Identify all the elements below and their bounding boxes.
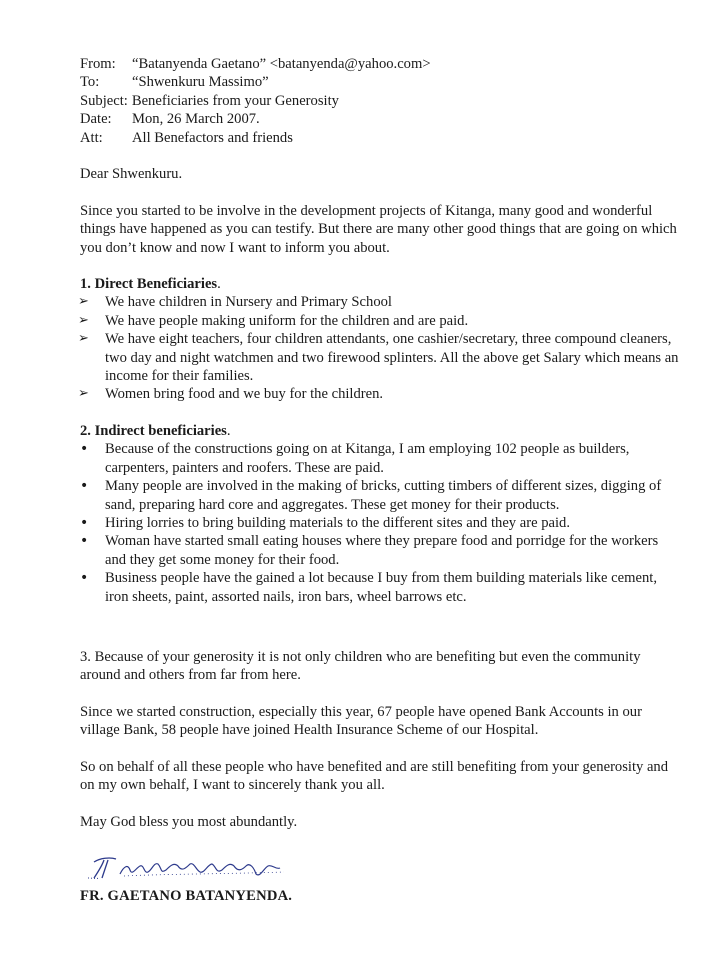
- list-item: [80, 312, 680, 330]
- email-header: [80, 55, 680, 147]
- greeting: [80, 165, 680, 183]
- subject-label: Subject:: [80, 92, 128, 109]
- round-bullet-icon: •: [80, 515, 89, 532]
- att-label: Att:: [80, 129, 103, 146]
- arrow-bullet-icon: ➢: [78, 386, 89, 402]
- list-item: [80, 293, 680, 311]
- para4-text: Since we started construction, especially this year, 67 people have opened Bank Accounts in our village Bank, 58 people have joined Health Insurance Scheme of our Hospital.: [80, 704, 642, 739]
- section2-title: 2. Indirect beneficiaries: [80, 423, 227, 439]
- date-value: Mon, 26 March 2007.: [132, 111, 260, 128]
- from-row: [80, 55, 680, 73]
- list-item-text: We have eight teachers, four children attendants, one cashier/secretary, three compound cleaners, two day and night watchmen and two firewood splinters. All the above get Salary which means an income for their families.: [105, 331, 679, 385]
- intro-text: Since you started to be involve in the development projects of Kitanga, many good and wonderful things have happened as you can testify. But there are many other good things that are going on which you don’t know and now I want to inform you about.: [80, 203, 677, 256]
- list-item-text: We have people making uniform for the children and are paid.: [105, 312, 469, 329]
- greeting-text: Dear Shwenkuru.: [80, 166, 183, 182]
- list-item: [80, 514, 680, 532]
- list-item: [80, 532, 680, 569]
- direct-beneficiaries-list: [80, 293, 680, 403]
- handwritten-signature: [84, 848, 314, 888]
- from-value: “Batanyenda Gaetano” <batanyenda@yahoo.com>: [132, 56, 431, 72]
- subject-row: [80, 92, 680, 110]
- round-bullet-icon: •: [80, 478, 89, 495]
- date-label: Date:: [80, 111, 112, 128]
- date-row: [80, 110, 680, 128]
- to-value: “Shwenkuru Massimo”: [132, 74, 269, 91]
- indirect-beneficiaries-list: [80, 440, 680, 606]
- section-indirect-beneficiaries: [80, 422, 680, 606]
- section2-title-suffix: .: [226, 423, 231, 439]
- round-bullet-icon: •: [80, 570, 89, 587]
- list-item-text: Woman have started small eating houses where they prepare food and porridge for the workers and they get some money for their food.: [105, 533, 659, 568]
- section-direct-beneficiaries: [80, 275, 680, 404]
- att-row: [80, 129, 680, 147]
- list-item-text: Hiring lorries to bring building materials to the different sites and they are paid.: [105, 515, 570, 532]
- list-item-text: Women bring food and we buy for the children.: [105, 386, 384, 403]
- generosity-paragraph: [80, 648, 680, 685]
- to-row: [80, 73, 680, 91]
- thanks-paragraph: [80, 758, 680, 795]
- arrow-bullet-icon: ➢: [78, 294, 89, 310]
- list-item: [80, 385, 680, 403]
- att-value: All Benefactors and friends: [132, 129, 293, 146]
- list-item-text: We have children in Nursery and Primary School: [105, 294, 392, 311]
- section1-title-suffix: .: [217, 276, 221, 292]
- list-item-text: Because of the constructions going on at Kitanga, I am employing 102 people as builders, carpenters, painters and roofers. These are paid.: [105, 441, 630, 476]
- round-bullet-icon: •: [80, 441, 89, 458]
- para3-text: 3. Because of your generosity it is not only children who are benefiting but even the community around and others from far from here.: [80, 649, 641, 684]
- arrow-bullet-icon: ➢: [78, 331, 89, 347]
- to-label: To:: [80, 74, 100, 91]
- list-item: [80, 330, 680, 385]
- closing-text: May God bless you most abundantly.: [80, 814, 298, 830]
- subject-value: Beneficiaries from your Generosity: [131, 92, 339, 109]
- bank-accounts-paragraph: [80, 703, 680, 740]
- para5-text: So on behalf of all these people who have benefited and are still benefiting from your generosity and on my own behalf, I want to sincerely thank you all.: [80, 759, 669, 794]
- list-item-text: Business people have the gained a lot because I buy from them building materials like cement, iron sheets, paint, assorted nails, iron bars, wheel barrows etc.: [105, 570, 657, 605]
- list-item: [80, 440, 680, 477]
- list-item: [80, 477, 680, 514]
- round-bullet-icon: •: [80, 533, 89, 550]
- signatory-name: FR. GAETANO BATANYENDA.: [80, 888, 293, 904]
- intro-paragraph: [80, 202, 680, 257]
- closing: [80, 813, 680, 831]
- arrow-bullet-icon: ➢: [78, 312, 89, 328]
- section1-title: 1. Direct Beneficiaries: [80, 276, 218, 292]
- list-item: [80, 569, 680, 606]
- from-label: From:: [80, 56, 116, 72]
- list-item-text: Many people are involved in the making of bricks, cutting timbers of different sizes, digging of sand, preparing hard core and aggregates. These get money for their products.: [105, 478, 662, 513]
